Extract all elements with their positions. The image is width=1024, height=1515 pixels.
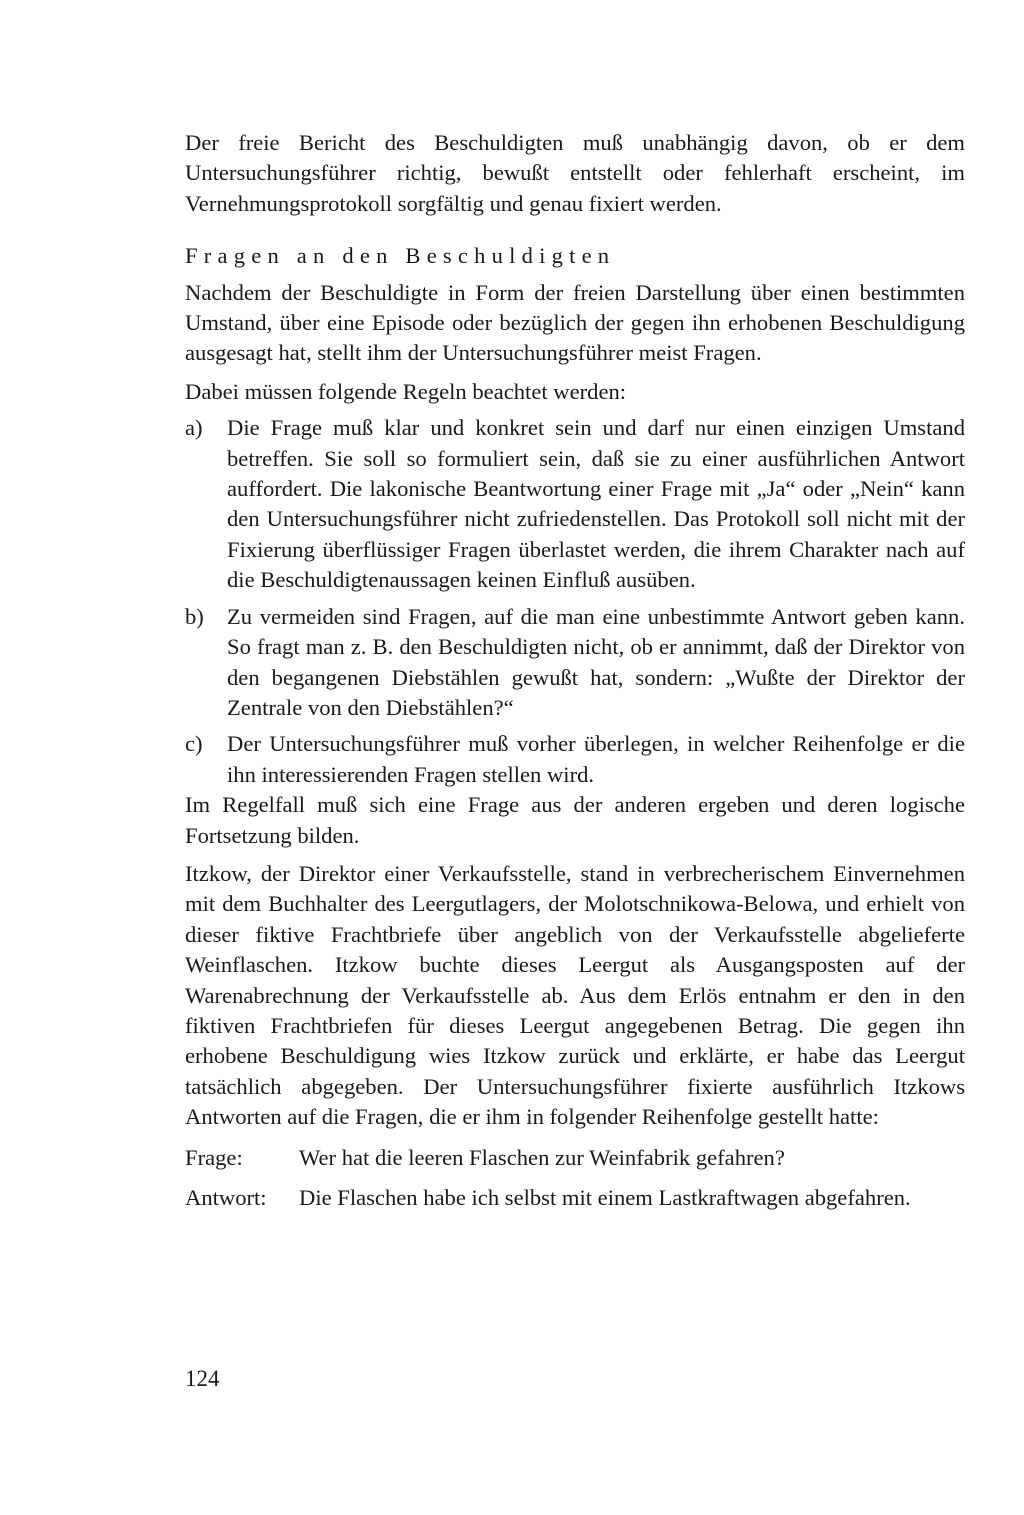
dialogue-answer	[185, 1183, 965, 1213]
rule-marker: c)	[185, 731, 203, 757]
rule-marker: a)	[185, 415, 203, 441]
dialogue-speaker: Frage:	[185, 1144, 243, 1170]
dialogue-speaker: Antwort:	[185, 1185, 267, 1210]
case-paragraph: Itzkow, der Direktor einer Verkaufsstelle, stand in verbrecherischem Einvernehmen mit dem Buchhalter des Leergutlagers, der Molotschnikowa-Belowa, und erhielt von dieser fiktive Frachtbriefe über angeblich von der Verkaufsstelle abgelieferte Weinflaschen. Itzkow buchte dieses Leergut als Ausgangsposten auf der Warenabrechnung der Verkaufsstelle ab. Aus dem Erlös entnahm er den in den fiktiven Frachtbriefen für dieses Leergut angegebenen Betrag. Die gegen ihn erhobene Beschuldigung wies Itzkow zurück und erklärte, er habe das Leergut tatsächlich abgegeben. Der Untersuchungsführer fixierte ausführlich Itzkows Antworten auf die Fragen, die er ihm in folgender Reihenfolge gestellt hatte:	[185, 860, 965, 1130]
rule-paragraph: Im Regelfall muß sich eine Frage aus der anderen ergeben und deren logische Fortsetzung bilden.	[185, 792, 965, 848]
page-number: 124	[185, 1366, 220, 1391]
rule-marker: b)	[185, 603, 204, 629]
section-paragraph: Nachdem der Beschuldigte in Form der freien Darstellung über einen bestimmten Umstand, über eine Episode oder bezüglich der gegen ihn erhobenen Beschuldigung ausgesagt hat, stellt ihm der Untersuchungsführer meist Fragen.	[185, 279, 965, 366]
rules-intro: Dabei müssen folgende Regeln beachtet werden:	[185, 378, 627, 404]
rule-text: Die Frage muß klar und konkret sein und darf nur einen einzigen Umstand betreffen. Sie soll so formuliert sein, daß sie zu einer ausführlichen Antwort auffordert. Die lakonische Beantwortung einer Frage mit „Ja“ oder „Nein“ kann den Untersuchungsführer nicht zufriedenstellen. Das Protokoll soll nicht mit der Fixierung überflüssiger Fragen überlastet werden, die ihrem Charakter nach auf die Beschuldigtenaussagen keinen Einfluß ausüben.	[227, 415, 965, 593]
intro-paragraph: Der freie Bericht des Beschuldigten muß unabhängig davon, ob er dem Untersuchungsführer richtig, bewußt entstellt oder fehlerhaft erscheint, im Vernehmungsprotokoll sorgfältig und genau fixiert werden.	[185, 130, 965, 216]
rule-text: Zu vermeiden sind Fragen, auf die man eine unbestimmte Antwort geben kann. So fragt man z. B. den Beschuldigten nicht, ob er annimmt, daß der Direktor von den begangenen Diebstählen gewußt hat, sondern: „Wußte der Direktor der Zentrale von den Diebstählen?“	[227, 603, 965, 720]
rule-item-b	[185, 602, 965, 724]
rule-item-c	[185, 729, 965, 790]
dialogue-text: Wer hat die leeren Flaschen zur Weinfabrik gefahren?	[299, 1144, 785, 1170]
dialogue-text: Die Flaschen habe ich selbst mit einem Lastkraftwagen abgefahren.	[299, 1185, 911, 1210]
page-body	[185, 128, 965, 1213]
rule-text: Der Untersuchungsführer muß vorher überlegen, in welcher Reihenfolge er die ihn interessierenden Fragen stellen wird.	[227, 731, 965, 787]
rule-item-a	[185, 413, 965, 595]
dialogue-question	[185, 1143, 965, 1173]
section-heading: Fragen an den Beschuldigten	[185, 243, 616, 269]
